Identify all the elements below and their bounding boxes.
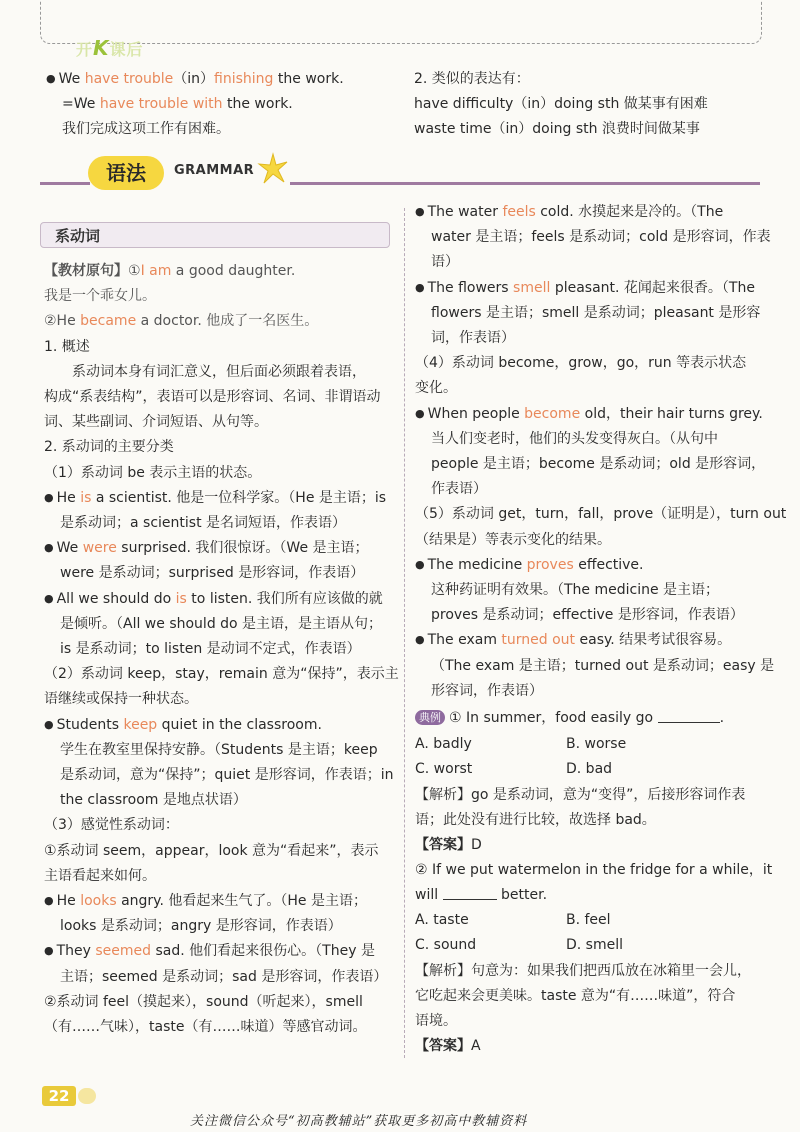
text-line: water 是主语；feels 是系动词；cold 是形容词，作表 [431, 229, 771, 246]
text-line: were 是系动词；surprised 是形容词，作表语） [60, 565, 365, 582]
bullet-icon: ● [415, 557, 425, 571]
text-line: =We have trouble with the work. [62, 96, 293, 112]
text-line: 这种药证明有效果。（The medicine 是主语； [431, 582, 720, 598]
text-line: 是倾听。（All we should do 是主语，是主语从句； [60, 615, 383, 632]
text-line: 形容词，作表语） [431, 682, 543, 699]
text-line: 语继续或保持一种状态。 [44, 691, 198, 708]
bullet-icon: ● [46, 72, 56, 85]
bullet-icon: ● [44, 944, 54, 958]
text-line: ● He looks angry. 他看起来生气了。（He 是主语； [44, 893, 367, 909]
example-q2-line2: will better. [415, 887, 548, 903]
column-divider [404, 208, 405, 1058]
q1-option-b: B. worse [566, 736, 627, 752]
grammar-badge: 语法 [88, 156, 164, 190]
bullet-icon: ● [415, 205, 425, 218]
text-line: ● We were surprised. 我们很惊讶。（We 是主语； [44, 540, 369, 557]
text-line: ● The water feels cold. 水摸起来是冷的。（The [415, 204, 724, 220]
bullet-icon: ● [415, 406, 425, 420]
q2-option-b: B. feel [566, 912, 611, 928]
q2-analysis-line2: 它吃起来会更美味。taste 意为“有……味道”，符合 [415, 988, 736, 1004]
text-line: people 是主语；become 是系动词；old 是形容词， [431, 456, 766, 472]
example-q2-line1: ② If we put watermelon in the fridge for a while，it [415, 862, 773, 878]
answer-blank [658, 710, 720, 723]
bullet-icon: ● [415, 280, 425, 294]
text-line: （4）系动词 become，grow，go，run 等表示状态 [415, 355, 747, 372]
grammar-rule-right [290, 182, 760, 185]
bullet-icon: ● [415, 633, 425, 647]
text-line: ● When people become old，their hair turns grey. [415, 405, 763, 422]
text-line: ● All we should do is to listen. 我们所有应该做的就 [44, 590, 383, 607]
text-line: 【教材原句】①I am a good daughter. [44, 263, 296, 279]
section-title: 系动词 [55, 227, 101, 245]
top-dashed-frame [40, 0, 762, 44]
text-line: 当人们变老时，他们的头发变得灰白。（从句中 [431, 430, 718, 447]
page-ornament [78, 1088, 96, 1104]
text-line: 学生在教室里保持安静。（Students 是主语；keep [60, 741, 378, 758]
text-line: （3）感觉性系动词： [44, 817, 179, 834]
text-line: proves 是系动词；effective 是形容词，作表语） [431, 607, 744, 624]
q2-answer: 【答案】A [415, 1038, 481, 1054]
text-line: ● They seemed sad. 他们看起来很伤心。（They 是 [44, 943, 375, 960]
q1-option-a: A. badly [415, 736, 472, 752]
text-line: ● The medicine proves effective. [415, 556, 644, 573]
text-line: 构成“系表结构”，表语可以是形容词、名词、非谓语动 [44, 389, 381, 405]
text-line: （有……气味），taste（有……味道）等感官动词。 [44, 1019, 367, 1035]
example-tag: 典例 [415, 710, 445, 725]
page-number: 22 [42, 1086, 76, 1106]
text-line: 系动词本身有词汇意义，但后面必须跟着表语， [72, 363, 366, 380]
text-line: 主语；seemed 是系动词；sad 是形容词，作表语） [60, 968, 388, 985]
text-line: 语） [431, 254, 459, 271]
text-line: 1. 概述 [44, 338, 90, 355]
bullet-icon: ● [44, 541, 54, 555]
text-line: waste time（in）doing sth 浪费时间做某事 [414, 121, 700, 137]
q1-analysis-line1: 【解析】go 是系动词，意为“变得”，后接形容词作表 [415, 787, 746, 803]
text-line: （5）系动词 get，turn，fall，prove（证明是），turn out [415, 506, 787, 523]
bullet-icon: ● [44, 490, 54, 504]
q2-option-c: C. sound [415, 937, 477, 953]
text-line: 我是一个乖女儿。 [44, 288, 156, 305]
text-line: 是系动词，意为“保持”；quiet 是形容词，作表语；in [60, 767, 394, 783]
text-line: 变化。 [415, 380, 457, 397]
text-line: ● The flowers smell pleasant. 花闻起来很香。（The [415, 279, 755, 296]
text-line: have difficulty（in）doing sth 做某事有困难 [414, 96, 708, 112]
text-line: ● The exam turned out easy. 结果考试很容易。 [415, 632, 732, 649]
text-line: 2. 系动词的主要分类 [44, 439, 174, 456]
text-line: ②He became a doctor. 他成了一名医生。 [44, 313, 319, 330]
text-line: 作表语） [431, 481, 487, 498]
q1-answer: 【答案】D [415, 837, 482, 853]
text-line: 词，作表语） [431, 330, 515, 346]
star-burst-icon [256, 152, 290, 186]
text-line: 词、某些副词、介词短语、从句等。 [44, 414, 268, 431]
grammar-label: GRAMMAR [174, 163, 255, 178]
text-line: 是系动词；a scientist 是名词短语，作表语） [60, 515, 347, 531]
text-line: the classroom 是地点状语） [60, 792, 247, 809]
text-line: flowers 是主语；smell 是系动词；pleasant 是形容 [431, 304, 761, 321]
answer-blank [443, 887, 497, 900]
q2-option-a: A. taste [415, 912, 469, 928]
text-line: （1）系动词 be 表示主语的状态。 [44, 464, 262, 481]
text-line: ● Students keep quiet in the classroom. [44, 716, 322, 733]
text-line: ● We have trouble（in）finishing the work. [46, 71, 344, 87]
text-line: 我们完成这项工作有困难。 [62, 121, 230, 137]
text-line: 2. 类似的表达有： [414, 71, 530, 87]
q1-option-c: C. worst [415, 761, 473, 777]
bullet-icon: ● [44, 591, 54, 605]
text-line: ● He is a scientist. 他是一位科学家。（He 是主语；is [44, 489, 387, 506]
footer-note: 关注微信公众号“初高教辅站”获取更多初高中教辅资料 [190, 1114, 528, 1129]
text-line: is 是系动词；to listen 是动词不定式，作表语） [60, 641, 361, 657]
q2-analysis-line1: 【解析】句意为：如果我们把西瓜放在冰箱里一会儿， [415, 963, 751, 979]
text-line: 主语看起来如何。 [44, 867, 156, 884]
text-line: （The exam 是主语；turned out 是系动词；easy 是 [431, 657, 775, 674]
text-line: ②系动词 feel（摸起来），sound（听起来），smell [44, 993, 363, 1010]
text-line: （2）系动词 keep，stay，remain 意为“保持”，表示主 [44, 666, 399, 683]
brand-logo: 开K课后 [76, 36, 144, 60]
text-line: ①系动词 seem，appear，look 意为“看起来”，表示 [44, 842, 379, 859]
grammar-rule-left [40, 182, 90, 185]
text-line: looks 是系动词；angry 是形容词，作表语） [60, 918, 342, 935]
q1-analysis-line2: 语；此处没有进行比较，故选择 bad。 [415, 812, 656, 828]
bullet-icon: ● [44, 717, 54, 731]
bullet-icon: ● [44, 894, 54, 907]
q2-option-d: D. smell [566, 937, 624, 953]
text-line: （结果是）等表示变化的结果。 [415, 531, 611, 548]
q1-option-d: D. bad [566, 761, 613, 777]
example-q1: 典例 ① In summer，food easily go . [415, 709, 724, 727]
q2-analysis-line3: 语境。 [415, 1013, 457, 1029]
